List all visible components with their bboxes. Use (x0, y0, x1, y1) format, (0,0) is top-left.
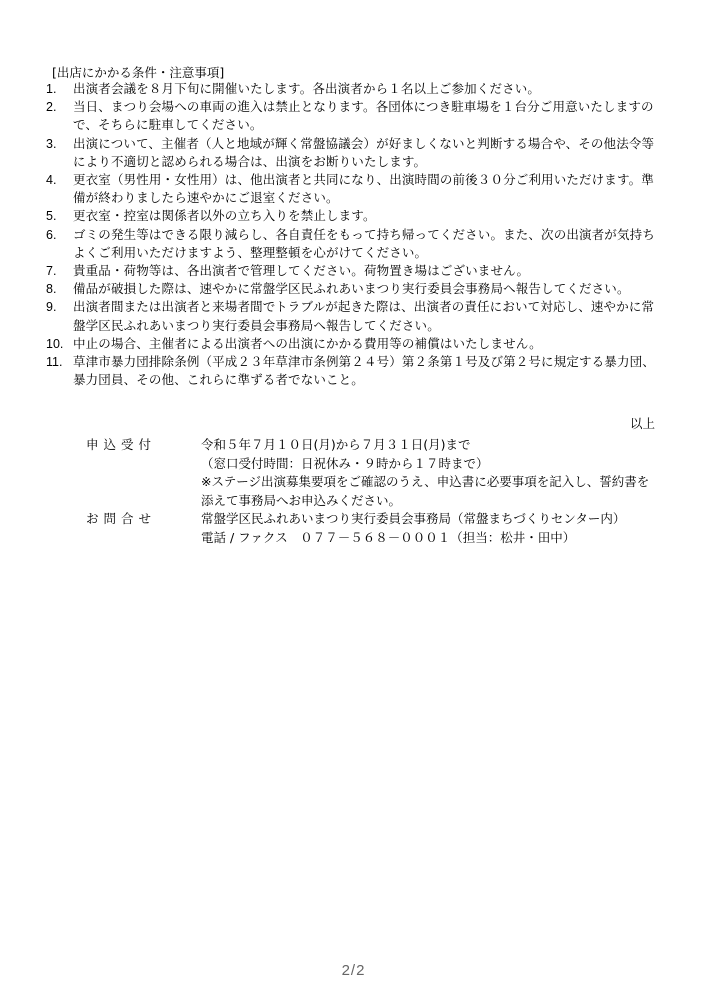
list-item (46, 262, 661, 280)
item-number: 4. (46, 173, 57, 188)
item-text: 貴重品・荷物等は、各出演者で管理してください。荷物置き場はございません。 (73, 263, 530, 279)
list-item (46, 226, 661, 262)
list-item (46, 98, 661, 134)
contact-phone: 電話 / ファクス ０７７－５６８－０００１（担当：松井・田中） (201, 529, 576, 545)
list-item (46, 335, 661, 353)
item-text: 出演者会議を８月下旬に開催いたします。各出演者から１名以上ご参加ください。 (73, 81, 541, 96)
contact-details (201, 510, 661, 547)
application-hours: （窓口受付時間：日祝休み・９時から１７時まで） (201, 455, 489, 471)
application-label: 申込受付 (86, 437, 157, 452)
item-text: ゴミの発生等はできる限り減らし、各自責任をもって持ち帰ってください。また、次の出演者が気持ちよくご利用いただけますよう、整理整頓を心がけてください。 (73, 226, 655, 260)
item-number: 11. (46, 355, 63, 370)
list-item (46, 280, 661, 298)
item-text: 出演について、主催者（人と地域が輝く常盤協議会）が好ましくないと判断する場合や、その他法令等により不適切と認められる場合は、出演をお断りいたします。 (73, 135, 655, 169)
conditions-list (46, 80, 661, 389)
item-text: 備品が破損した際は、速やかに常盤学区民ふれあいまつり実行委員会事務局へ報告してください。 (73, 281, 630, 297)
list-item (46, 171, 661, 207)
item-number: 6. (46, 227, 57, 242)
application-row (86, 436, 661, 510)
closing-mark: 以上 (629, 416, 655, 431)
contact-label: お問合せ (86, 511, 157, 526)
application-note: ※ステージ出演募集要項をご確認のうえ、申込書に必要事項を記入し、誓約書を添えて事務局へお申込みください。 (201, 474, 650, 508)
application-period: 令和５年７月１０日(月)から７月３１日(月)まで (201, 437, 471, 452)
item-text: 当日、まつり会場への車両の進入は禁止となります。各団体につき駐車場を１台分ご用意いたしますので、そちらに駐車してください。 (73, 99, 654, 133)
application-details (201, 436, 661, 510)
item-number: 8. (46, 282, 57, 297)
list-item (46, 353, 661, 389)
list-item (46, 207, 661, 225)
item-number: 2. (46, 100, 57, 115)
section-title: [出店にかかる条件・注意事項] (52, 65, 225, 80)
item-text: 出演者間または出演者と来場者間でトラブルが起きた際は、出演者の責任において対応し、速やかに常盤学区民ふれあいまつり実行委員会事務局へ報告してください。 (73, 299, 655, 333)
list-item (46, 80, 661, 98)
item-text: 更衣室・控室は関係者以外の立ち入りを禁止します。 (73, 208, 376, 224)
item-number: 9. (46, 300, 57, 315)
contact-row (86, 510, 661, 547)
contact-office: 常盤学区民ふれあいまつり実行委員会事務局（常盤まちづくりセンター内） (201, 511, 626, 526)
item-number: 7. (46, 264, 57, 279)
item-number: 1. (46, 82, 57, 96)
item-text: 更衣室（男性用・女性用）は、他出演者と共同になり、出演時間の前後３０分ご利用いただけます。準備が終わりましたら速やかにご退室ください。 (73, 172, 654, 206)
list-item (46, 298, 661, 334)
item-number: 3. (46, 136, 57, 151)
page-number: 2/2 (341, 962, 366, 979)
info-block (86, 436, 661, 547)
item-text: 中止の場合、主催者による出演者への出演にかかる費用等の補償はいたしません。 (73, 335, 542, 351)
list-item (46, 135, 661, 171)
item-text: 草津市暴力団排除条例（平成２３年草津市条例第２４号）第２条第１号及び第２号に規定する暴力団、暴力団員、その他、これらに準ずる者でないこと。 (73, 354, 655, 388)
item-number: 5. (46, 209, 57, 224)
item-number: 10. (46, 336, 64, 351)
